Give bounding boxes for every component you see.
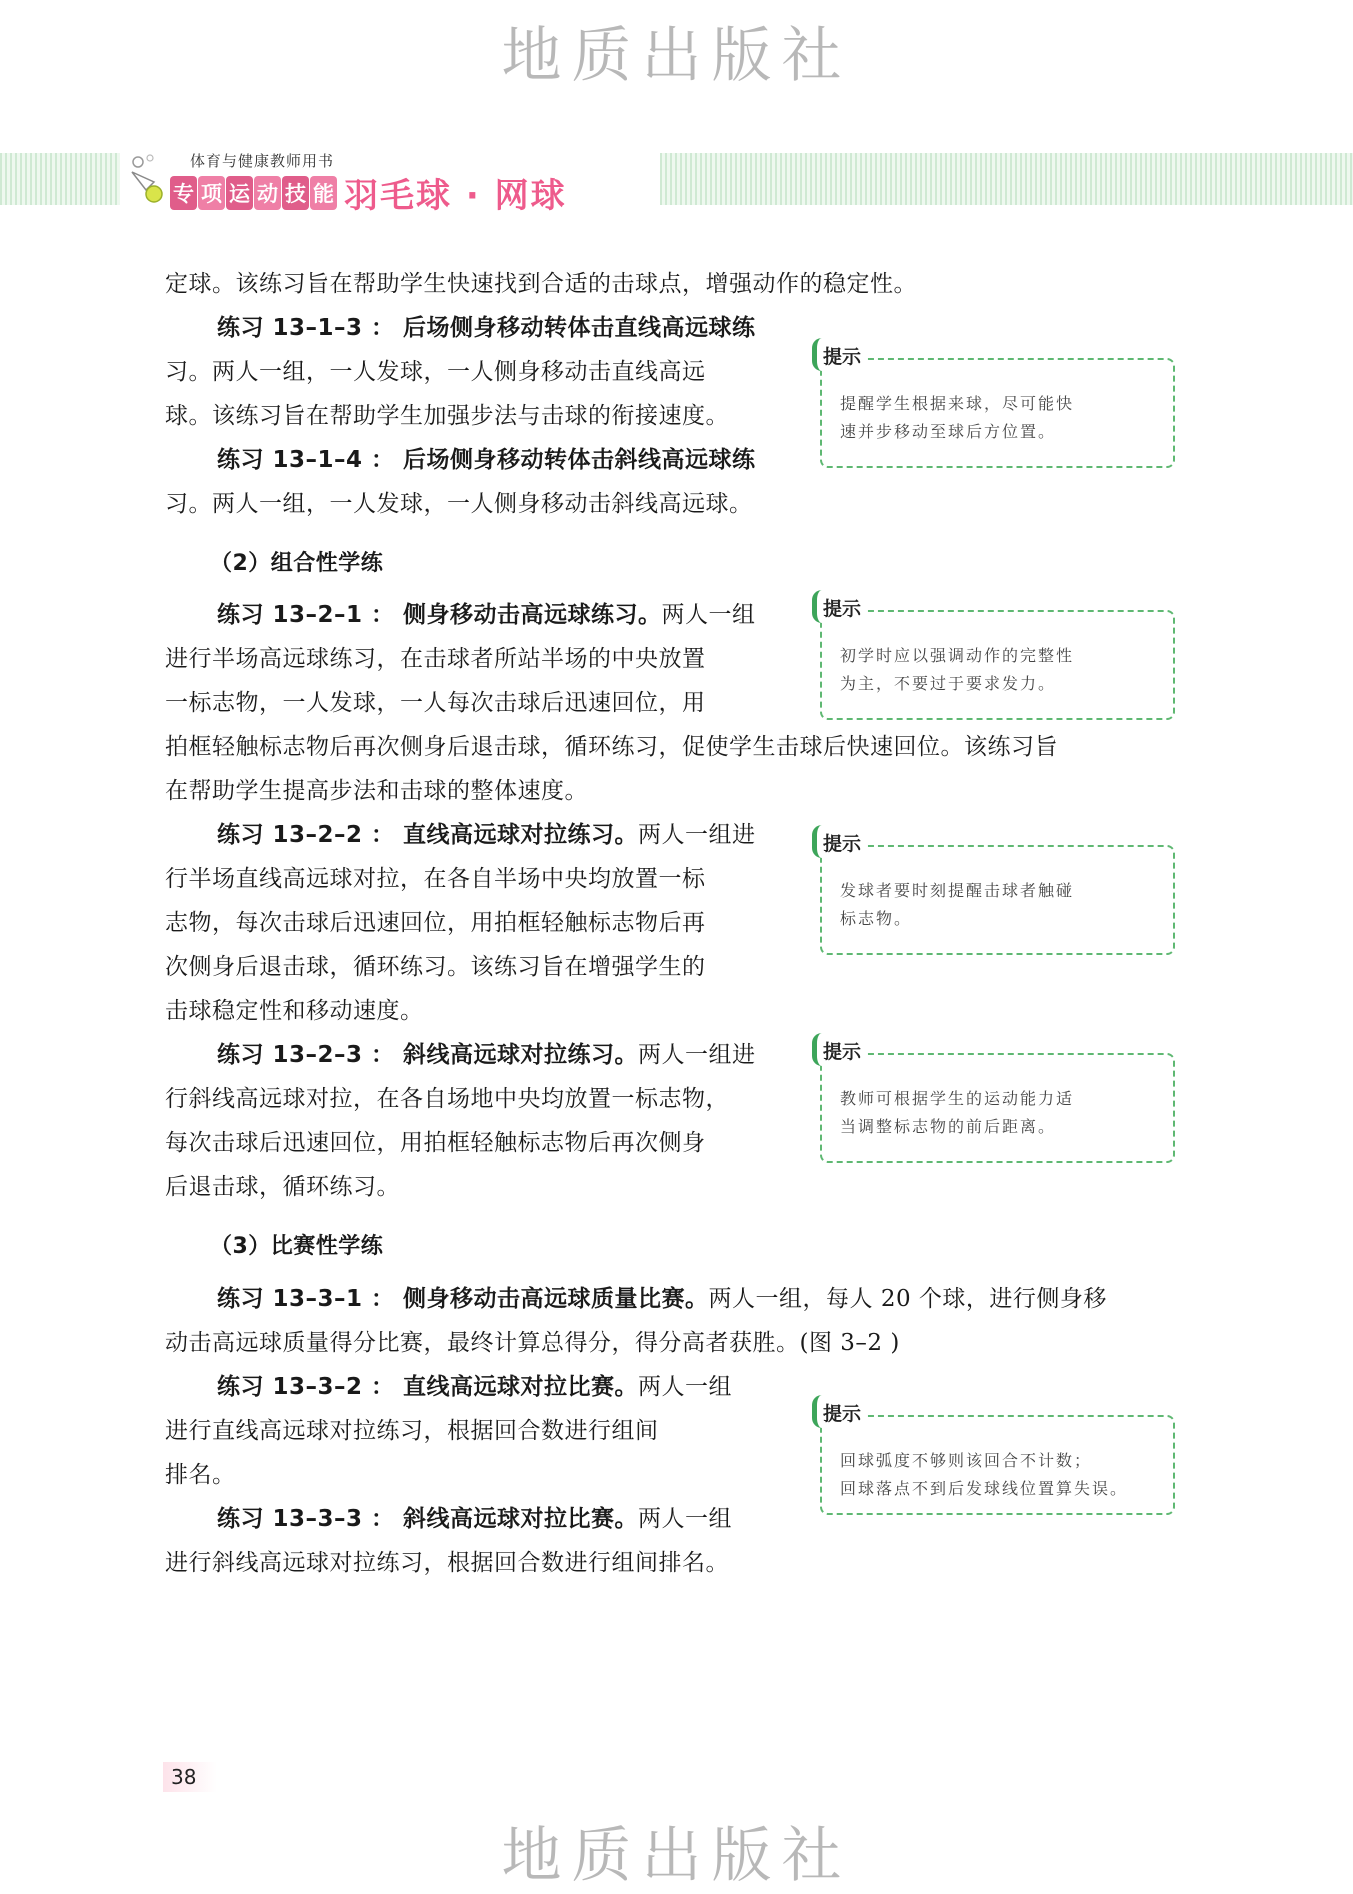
exercise-text: 两人一组，每人 20 个球，进行侧身移 — [708, 1286, 1107, 1312]
exercise-title — [165, 1365, 732, 1409]
tip-label: 提示 — [812, 1395, 867, 1428]
paragraph-line: 动击高远球质量得分比赛，最终计算总得分，得分高者获胜。(图 3–2 ) — [165, 1330, 900, 1356]
tip-text: 教师可根据学生的运动能力适 当调整标志物的前后距离。 — [840, 1089, 1075, 1136]
exercise-text: 两人一组 — [638, 1506, 733, 1532]
exercise-title — [165, 1033, 756, 1077]
paragraph-line: 进行斜线高远球对拉练习，根据回合数进行组间排名。 — [165, 1550, 729, 1576]
tip-label: 提示 — [812, 825, 867, 858]
tip-label: 提示 — [812, 1033, 867, 1066]
paragraph-line: 在帮助学生提高步法和击球的整体速度。 — [165, 778, 588, 804]
exercise-text: 两人一组进 — [638, 1042, 756, 1068]
pill-char: 运 — [226, 176, 253, 210]
paragraph-line: 一标志物，一人发球，一人每次击球后迅速回位，用 — [165, 690, 706, 716]
exercise-title — [165, 593, 756, 637]
section-heading: （2）组合性学练 — [210, 551, 384, 576]
exercise-heading: 练习 13–1–4 ： 后场侧身移动转体击斜线高远球练 — [217, 447, 756, 473]
exercise-heading: 练习 13–1–3 ： 后场侧身移动转体击直线高远球练 — [217, 315, 756, 341]
tip-box — [820, 1403, 1175, 1515]
page-number: 38 — [163, 1762, 217, 1792]
paragraph-line: 后退击球，循环练习。 — [165, 1174, 400, 1200]
exercise-title — [165, 1277, 1107, 1321]
tip-label: 提示 — [812, 338, 867, 371]
exercise-heading: 练习 13–3–1 ： 侧身移动击高远球质量比赛。 — [217, 1286, 709, 1312]
paragraph-line: 习。两人一组，一人发球，一人侧身移动击直线高远 — [165, 359, 706, 385]
publisher-watermark-top: 地质出版社 — [501, 21, 852, 91]
exercise-title — [165, 306, 756, 350]
pill-char: 能 — [310, 176, 337, 210]
exercise-heading: 练习 13–3–2 ： 直线高远球对拉比赛。 — [217, 1374, 639, 1400]
pill-char: 技 — [282, 176, 309, 210]
tip-text: 回球弧度不够则该回合不计数； 回球落点不到后发球线位置算失误。 — [840, 1451, 1129, 1498]
book-title: 羽毛球 · 网球 — [344, 176, 567, 216]
paragraph-line: 击球稳定性和移动速度。 — [165, 998, 424, 1024]
exercise-heading: 练习 13–2–2 ： 直线高远球对拉练习。 — [217, 822, 639, 848]
paragraph-line: 习。两人一组，一人发球，一人侧身移动击斜线高远球。 — [165, 491, 753, 517]
shuttlecock-icon — [124, 152, 172, 204]
tip-box — [820, 598, 1175, 720]
pill-char: 项 — [198, 176, 225, 210]
exercise-text: 两人一组 — [661, 602, 756, 628]
paragraph-line: 球。该练习旨在帮助学生加强步法与击球的衔接速度。 — [165, 403, 729, 429]
exercise-title — [165, 438, 756, 482]
exercise-text: 两人一组 — [638, 1374, 733, 1400]
paragraph-line: 进行半场高远球练习，在击球者所站半场的中央放置 — [165, 646, 706, 672]
tip-box — [820, 346, 1175, 468]
paragraph-line: 拍框轻触标志物后再次侧身后退击球，循环练习，促使学生击球后快速回位。该练习旨 — [165, 734, 1058, 760]
exercise-heading: 练习 13–2–1 ： 侧身移动击高远球练习。 — [217, 602, 662, 628]
tip-text: 发球者要时刻提醒击球者触碰 标志物。 — [840, 881, 1075, 928]
paragraph-line: 志物，每次击球后迅速回位，用拍框轻触标志物后再 — [165, 910, 706, 936]
paragraph-line: 次侧身后退击球，循环练习。该练习旨在增强学生的 — [165, 954, 706, 980]
exercise-text: 两人一组进 — [638, 822, 756, 848]
paragraph-line: 行斜线高远球对拉，在各自场地中央均放置一标志物， — [165, 1086, 729, 1112]
exercise-title — [165, 1497, 732, 1541]
paragraph-line: 行半场直线高远球对拉，在各自半场中央均放置一标 — [165, 866, 706, 892]
section-heading: （3）比赛性学练 — [210, 1234, 384, 1259]
series-title: 体育与健康教师用书 — [190, 152, 335, 170]
tip-box — [820, 833, 1175, 955]
tip-label: 提示 — [812, 590, 867, 623]
paragraph-line: 每次击球后迅速回位，用拍框轻触标志物后再次侧身 — [165, 1130, 706, 1156]
pill-char: 专 — [170, 176, 197, 210]
series-subtitle — [170, 168, 567, 217]
publisher-watermark-bottom: 地质出版社 — [501, 1821, 852, 1891]
exercise-title — [165, 813, 756, 857]
pill-char: 动 — [254, 176, 281, 210]
tip-text: 初学时应以强调动作的完整性 为主，不要过于要求发力。 — [840, 646, 1075, 693]
exercise-heading: 练习 13–2–3 ： 斜线高远球对拉练习。 — [217, 1042, 639, 1068]
exercise-heading: 练习 13–3–3 ： 斜线高远球对拉比赛。 — [217, 1506, 639, 1532]
paragraph-line: 进行直线高远球对拉练习，根据回合数进行组间 — [165, 1418, 659, 1444]
paragraph-line: 排名。 — [165, 1462, 236, 1488]
skill-pills — [170, 176, 338, 210]
tip-box — [820, 1041, 1175, 1163]
paragraph: 定球。该练习旨在帮助学生快速找到合适的击球点，增强动作的稳定性。 — [165, 271, 917, 297]
header-logo — [120, 150, 660, 216]
tip-text: 提醒学生根据来球，尽可能快 速并步移动至球后方位置。 — [840, 394, 1075, 441]
